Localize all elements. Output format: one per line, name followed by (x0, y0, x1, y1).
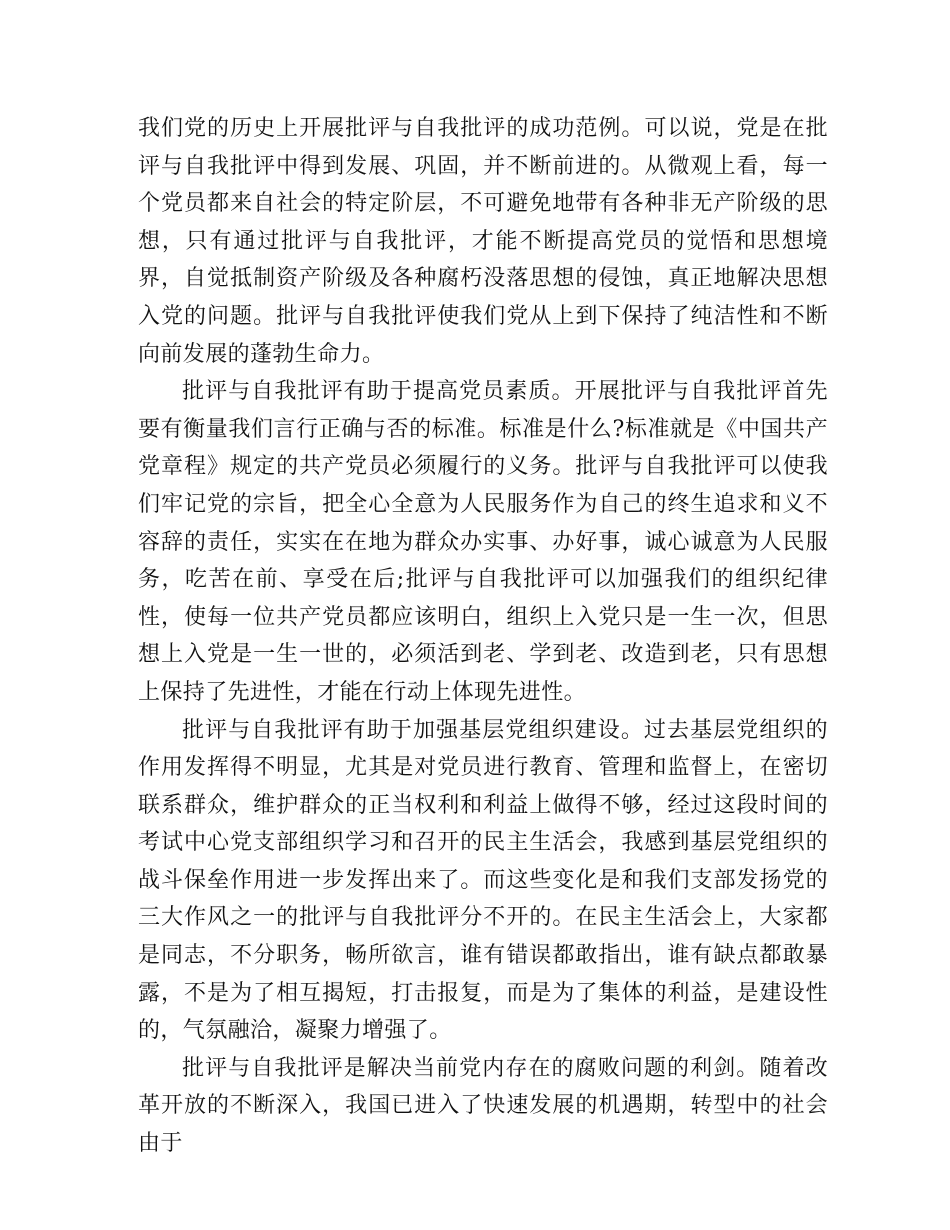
document-page (138, 110, 828, 1163)
paragraph-2: 批评与自我批评有助于提高党员素质。开展批评与自我批评首先要有衡量我们言行正确与否的标准。标准是什么?标准就是《中国共产党章程》规定的共产党员必须履行的义务。批评与自我批评可以使我们牢记党的宗旨，把全心全意为人民服务作为自己的终生追求和义不容辞的责任，实实在在地为群众办实事、办好事，诚心诚意为人民服务，吃苦在前、享受在后;批评与自我批评可以加强我们的组织纪律性，使每一位共产党员都应该明白，组织上入党只是一生一次，但思想上入党是一生一世的，必须活到老、学到老、改造到老，只有思想上保持了先进性，才能在行动上体现先进性。 (138, 379, 828, 705)
paragraph-4: 批评与自我批评是解决当前党内存在的腐败问题的利剑。随着改革开放的不断深入，我国已进入了快速发展的机遇期，转型中的社会由于 (138, 1055, 828, 1157)
paragraph-1: 我们党的历史上开展批评与自我批评的成功范例。可以说，党是在批评与自我批评中得到发展、巩固，并不断前进的。从微观上看，每一个党员都来自社会的特定阶层，不可避免地带有各种非无产阶级的思想，只有通过批评与自我批评，才能不断提高党员的觉悟和思想境界，自觉抵制资产阶级及各种腐朽没落思想的侵蚀，真正地解决思想入党的问题。批评与自我批评使我们党从上到下保持了纯洁性和不断向前发展的蓬勃生命力。 (138, 116, 828, 367)
paragraph-3: 批评与自我批评有助于加强基层党组织建设。过去基层党组织的作用发挥得不明显，尤其是对党员进行教育、管理和监督上，在密切联系群众，维护群众的正当权利和利益上做得不够，经过这段时间的考试中心党支部组织学习和召开的民主生活会，我感到基层党组织的战斗保垒作用进一步发挥出来了。而这些变化是和我们支部发扬党的三大作风之一的批评与自我批评分不开的。在民主生活会上，大家都是同志，不分职务，畅所欲言，谁有错误都敢指出，谁有缺点都敢暴露，不是为了相互揭短，打击报复，而是为了集体的利益，是建设性的，气氛融洽，凝聚力增强了。 (138, 717, 828, 1044)
